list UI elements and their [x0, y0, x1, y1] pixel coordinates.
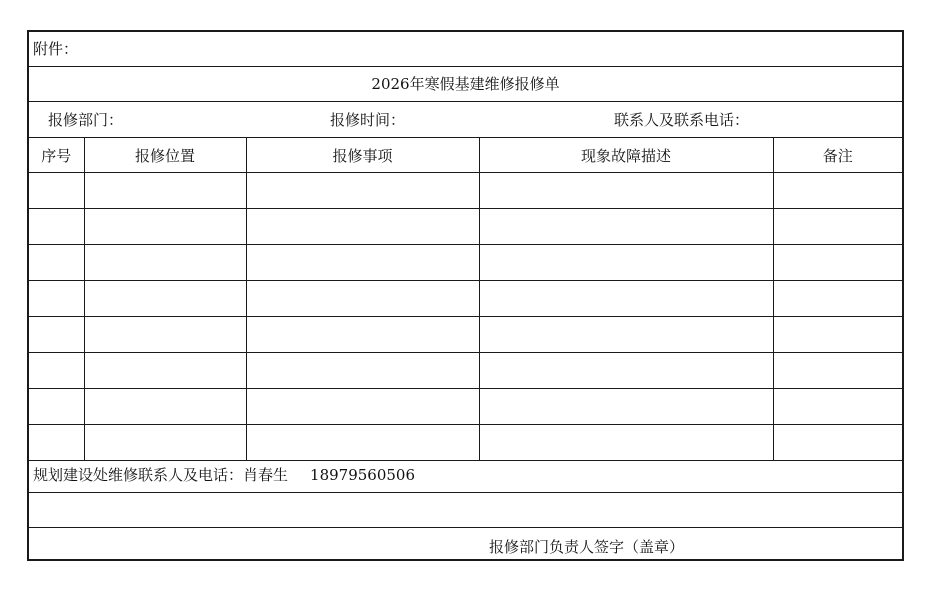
- title-row: [29, 67, 902, 102]
- header-location: 报修位置: [84, 138, 246, 173]
- cell-item[interactable]: [246, 245, 479, 281]
- cell-item[interactable]: [246, 173, 479, 209]
- cell-item[interactable]: [246, 281, 479, 317]
- contact-label: 联系人及联系电话：: [614, 111, 750, 129]
- cell-serial[interactable]: [29, 245, 84, 281]
- table-header-row: [29, 138, 902, 173]
- maintenance-contact-name: 肖春生: [243, 466, 289, 484]
- cell-description[interactable]: [479, 209, 773, 245]
- cell-remarks[interactable]: [773, 353, 902, 389]
- cell-location[interactable]: [84, 389, 246, 425]
- cell-remarks[interactable]: [773, 389, 902, 425]
- cell-serial[interactable]: [29, 353, 84, 389]
- cell-remarks[interactable]: [773, 317, 902, 353]
- cell-location[interactable]: [84, 245, 246, 281]
- repair-items-table: [29, 138, 902, 457]
- cell-item[interactable]: [246, 389, 479, 425]
- header-serial: 序号: [29, 138, 84, 173]
- cell-serial[interactable]: [29, 317, 84, 353]
- cell-serial[interactable]: [29, 173, 84, 209]
- cell-remarks[interactable]: [773, 281, 902, 317]
- cell-location[interactable]: [84, 353, 246, 389]
- blank-row: [29, 493, 902, 528]
- department-label: 报修部门：: [48, 111, 124, 129]
- header-description: 现象故障描述: [479, 138, 773, 173]
- cell-location[interactable]: [84, 173, 246, 209]
- attachment-row: [29, 32, 902, 67]
- cell-location[interactable]: [84, 209, 246, 245]
- repair-request-form: [27, 30, 904, 561]
- table-row: [29, 281, 902, 317]
- cell-remarks[interactable]: [773, 209, 902, 245]
- signature-label: 报修部门负责人签字（盖章）: [489, 538, 685, 556]
- attachment-label: 附件：: [33, 40, 79, 58]
- cell-description[interactable]: [479, 425, 773, 461]
- time-label: 报修时间：: [330, 111, 406, 129]
- cell-description[interactable]: [479, 353, 773, 389]
- table-row: [29, 209, 902, 245]
- cell-remarks[interactable]: [773, 173, 902, 209]
- cell-item[interactable]: [246, 425, 479, 461]
- table-row: [29, 245, 902, 281]
- table-row: [29, 425, 902, 461]
- cell-description[interactable]: [479, 245, 773, 281]
- cell-item[interactable]: [246, 317, 479, 353]
- cell-serial[interactable]: [29, 209, 84, 245]
- header-remarks: 备注: [773, 138, 902, 173]
- cell-location[interactable]: [84, 317, 246, 353]
- table-row: [29, 353, 902, 389]
- cell-location[interactable]: [84, 425, 246, 461]
- cell-description[interactable]: [479, 389, 773, 425]
- cell-item[interactable]: [246, 353, 479, 389]
- maintenance-contact-row: [29, 457, 902, 493]
- table-row: [29, 389, 902, 425]
- maintenance-contact: [33, 468, 415, 483]
- form-title: 2026年寒假基建维修报修单: [371, 75, 560, 93]
- info-row: [29, 102, 902, 138]
- cell-description[interactable]: [479, 317, 773, 353]
- maintenance-contact-label: 规划建设处维修联系人及电话：: [33, 466, 244, 484]
- cell-description[interactable]: [479, 173, 773, 209]
- cell-location[interactable]: [84, 281, 246, 317]
- cell-item[interactable]: [246, 209, 479, 245]
- table-row: [29, 173, 902, 209]
- cell-remarks[interactable]: [773, 245, 902, 281]
- cell-remarks[interactable]: [773, 425, 902, 461]
- cell-serial[interactable]: [29, 281, 84, 317]
- cell-description[interactable]: [479, 281, 773, 317]
- cell-serial[interactable]: [29, 389, 84, 425]
- maintenance-contact-phone: 18979560506: [310, 466, 416, 484]
- header-item: 报修事项: [246, 138, 479, 173]
- cell-serial[interactable]: [29, 425, 84, 461]
- table-row: [29, 317, 902, 353]
